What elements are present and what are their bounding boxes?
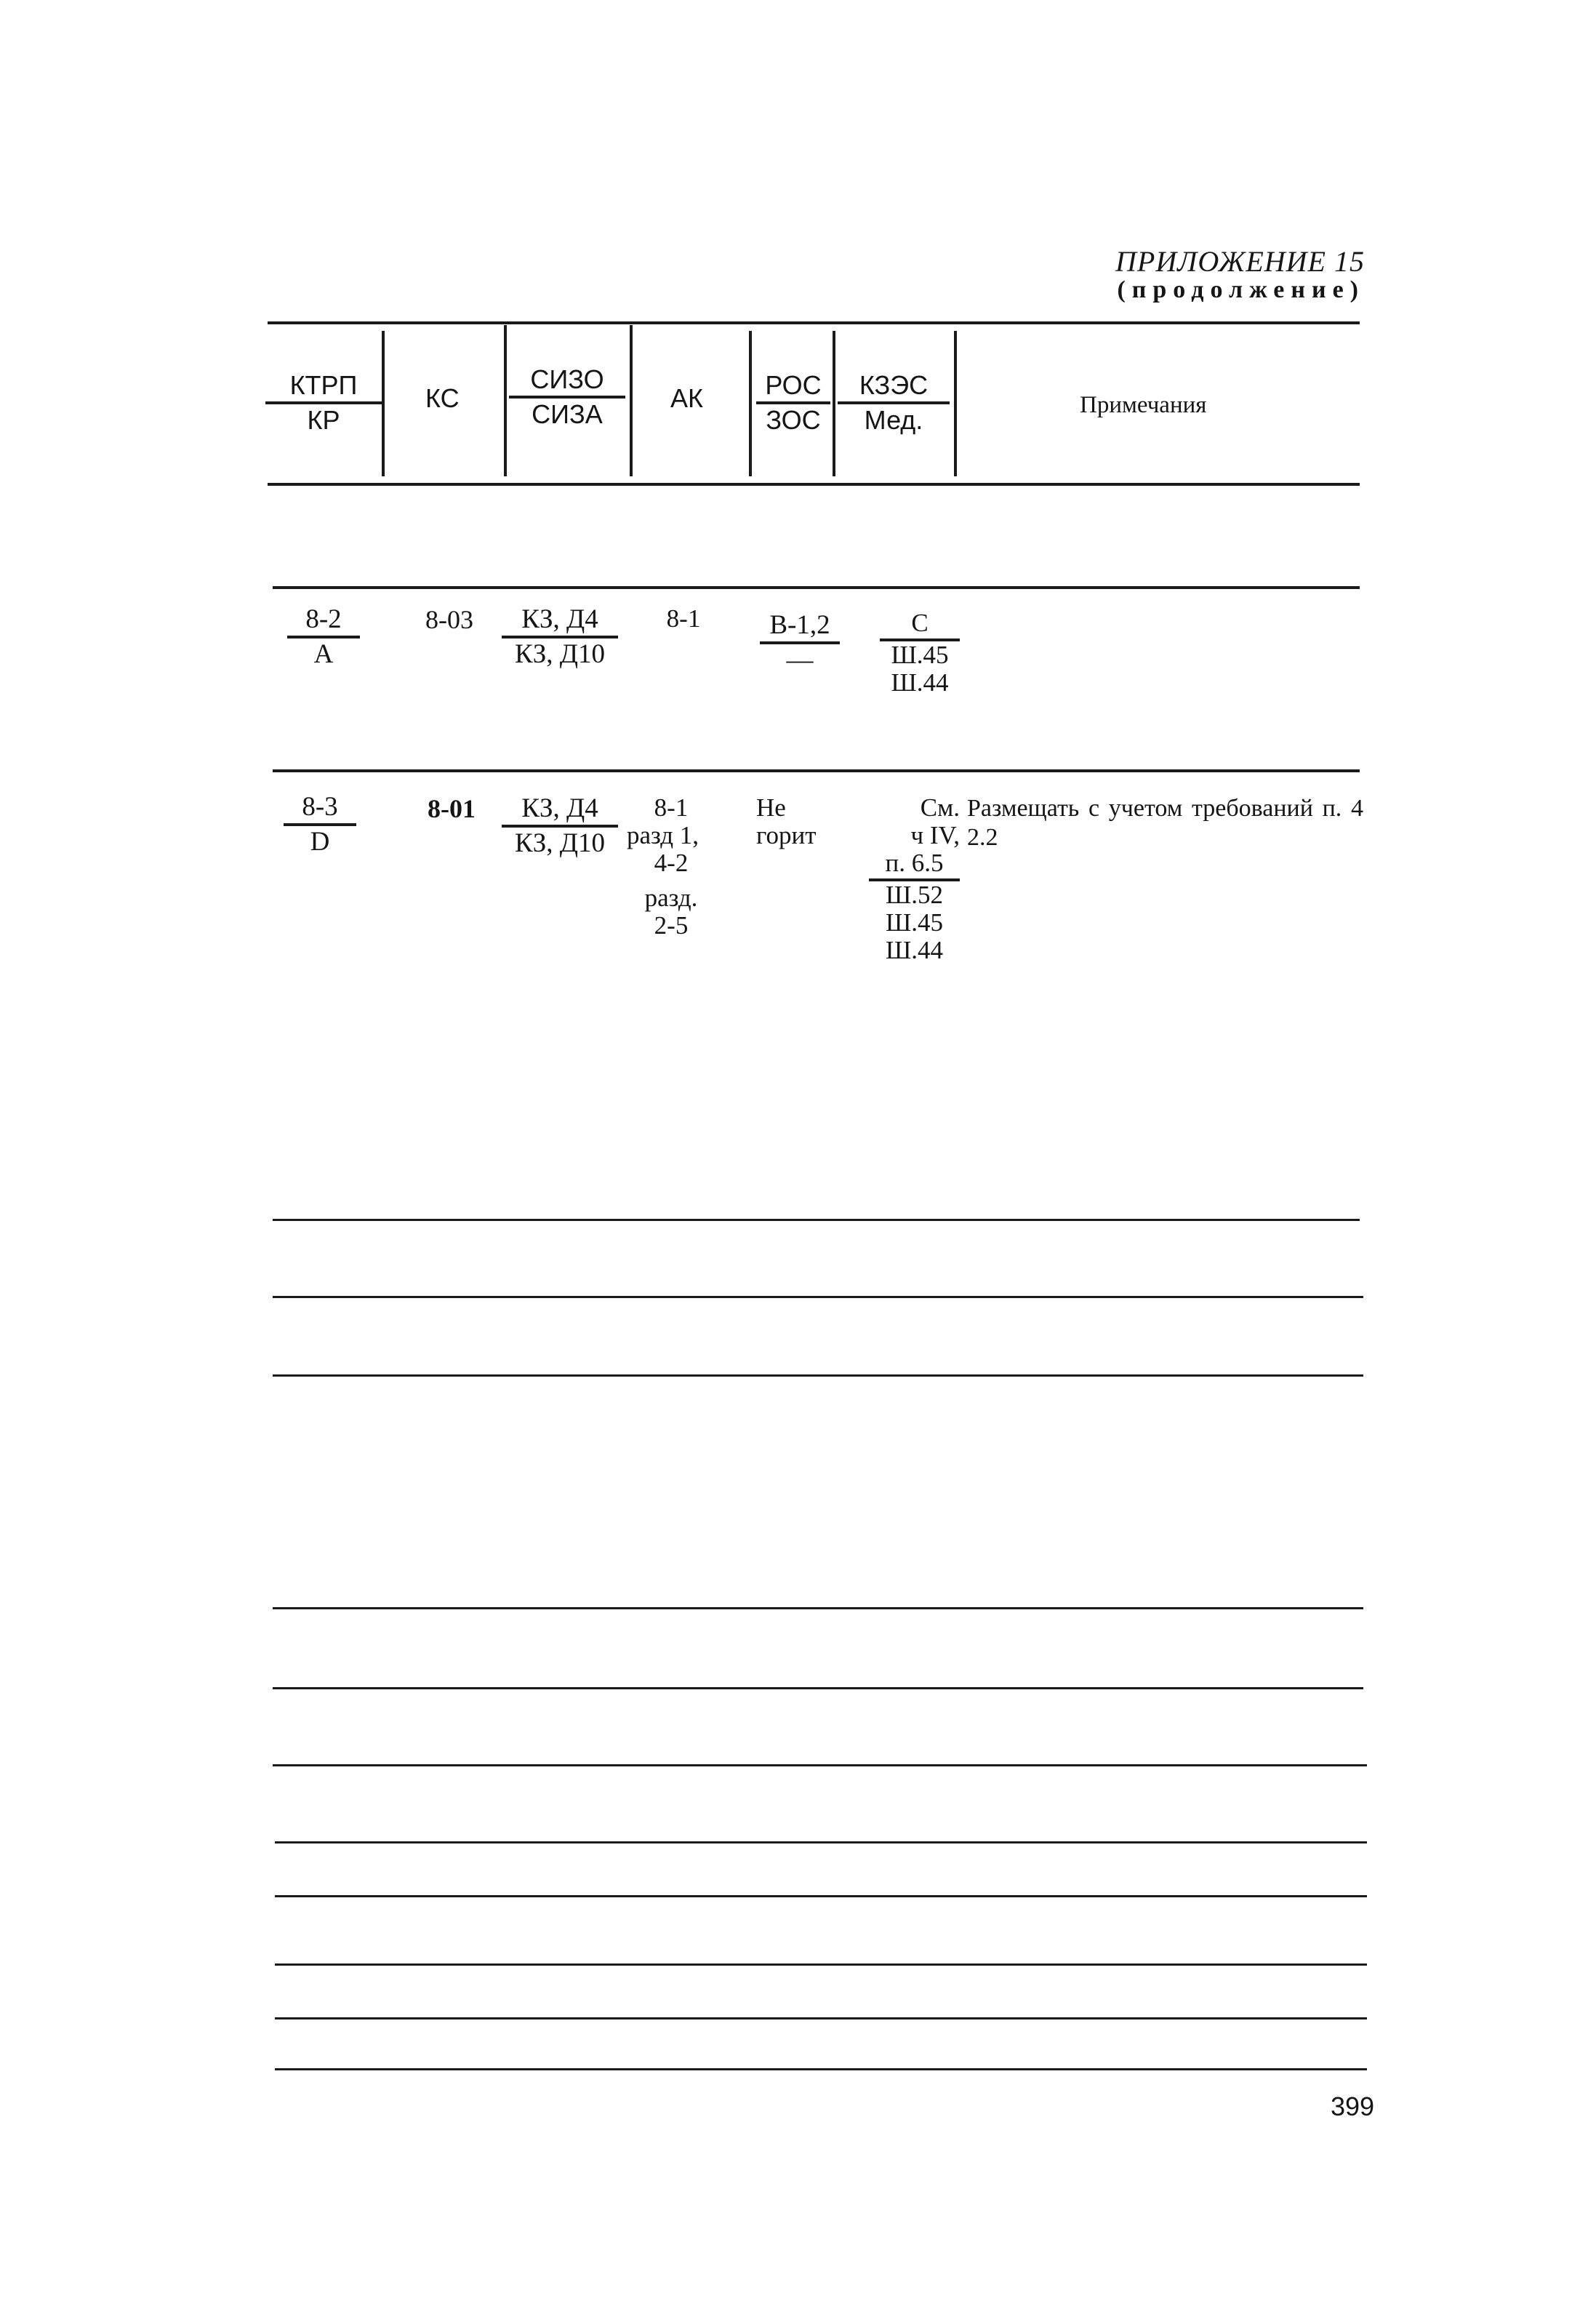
row1-zos: — — [786, 645, 814, 675]
appendix-subtitle: (продолжение) — [1117, 276, 1365, 303]
row2-ktrp: 8-3 — [284, 793, 356, 826]
row1-ktrp: 8-2 — [287, 605, 360, 638]
header-ros: РОС — [756, 371, 830, 404]
row-top-rule — [273, 769, 1360, 772]
row2-kzes-line: п. 6.5 — [869, 849, 960, 881]
header-sizo-siza — [509, 365, 625, 429]
row1-med-line: Ш.44 — [891, 668, 949, 697]
empty-row-rule — [273, 1687, 1363, 1689]
row1-siza: КЗ, Д10 — [515, 639, 605, 669]
row2-sizo-siza — [502, 794, 618, 858]
row2-med-line: Ш.52 — [885, 881, 944, 909]
row2-ks: 8-01 — [428, 794, 476, 823]
row2-ak-line: разд 1, — [627, 821, 699, 849]
row2-sizo: КЗ, Д4 — [502, 794, 618, 828]
empty-row-rule — [275, 1895, 1367, 1897]
row2-kzes-line: См. — [920, 793, 960, 822]
table-top-rule — [268, 321, 1360, 324]
row1-kr: А — [313, 639, 334, 669]
row2-med-line: Ш.45 — [885, 908, 944, 937]
row2-ak-line: разд. — [644, 884, 698, 912]
row1-med-line: Ш.45 — [891, 641, 949, 669]
row2-kzes-line: ч IV, — [910, 821, 960, 849]
column-divider — [504, 325, 507, 476]
row1-ks: 8-03 — [425, 605, 473, 634]
row2-ak-line: 4-2 — [654, 849, 689, 877]
header-kzes-med — [838, 371, 950, 435]
empty-row-rule — [275, 1841, 1367, 1843]
row1-sizo: КЗ, Д4 — [502, 605, 618, 638]
empty-row-rule — [273, 1607, 1363, 1609]
row2-ktrp-kr — [284, 793, 356, 857]
row1-ros: В-1,2 — [760, 611, 840, 644]
row2-ak — [624, 794, 718, 940]
empty-row-rule — [273, 1374, 1363, 1377]
header-ks: КС — [425, 383, 460, 413]
column-divider — [630, 325, 633, 476]
column-divider — [954, 331, 957, 476]
empty-row-rule — [273, 1219, 1360, 1221]
header-sizo: СИЗО — [509, 365, 625, 399]
row2-ak-line: 2-5 — [654, 911, 689, 940]
row1-sizo-siza — [502, 605, 618, 669]
appendix-title: ПРИЛОЖЕНИЕ 15 — [1115, 245, 1365, 278]
column-divider — [749, 331, 752, 476]
row1-ktrp-kr — [287, 605, 360, 669]
row2-kzes-med — [869, 794, 960, 964]
header-siza: СИЗА — [532, 399, 603, 429]
header-kr: КР — [307, 405, 340, 435]
empty-row-rule — [273, 1764, 1367, 1766]
header-ktrp: КТРП — [265, 371, 382, 404]
row2-ros-line: Не — [756, 793, 786, 822]
row1-ros-zos — [760, 611, 840, 675]
header-zos: ЗОС — [766, 405, 821, 435]
row2-med-line: Ш.44 — [885, 936, 944, 964]
table-header-bottom-rule — [268, 483, 1360, 486]
row1-ak — [643, 605, 723, 633]
empty-row-rule — [275, 1963, 1367, 1966]
row2-kr: D — [310, 827, 330, 857]
empty-row-rule — [275, 2068, 1367, 2070]
row2-ros — [756, 794, 836, 849]
header-ros-zos — [756, 371, 830, 435]
row1-kzes: С — [880, 609, 960, 641]
row2-note: Размещать с учетом требований п. 4 2.2 — [967, 795, 1363, 851]
empty-row-rule — [275, 2017, 1367, 2019]
header-ktrp-kr — [265, 371, 382, 435]
column-divider — [833, 331, 835, 476]
header-ak: АК — [670, 383, 703, 413]
row2-ak-line: 8-1 — [654, 793, 689, 822]
row2-siza: КЗ, Д10 — [515, 828, 605, 858]
column-divider — [382, 331, 385, 476]
row1-kzes-med — [880, 609, 960, 697]
header-kzes: КЗЭС — [838, 371, 950, 404]
header-med: Мед. — [864, 405, 923, 435]
row-top-rule — [273, 586, 1360, 589]
page-number: 399 — [1331, 2091, 1375, 2121]
empty-row-rule — [273, 1296, 1363, 1298]
row2-ros-line: горит — [756, 821, 817, 849]
header-notes: Примечания — [1080, 392, 1207, 418]
row1-ak-line: 8-1 — [666, 604, 701, 633]
